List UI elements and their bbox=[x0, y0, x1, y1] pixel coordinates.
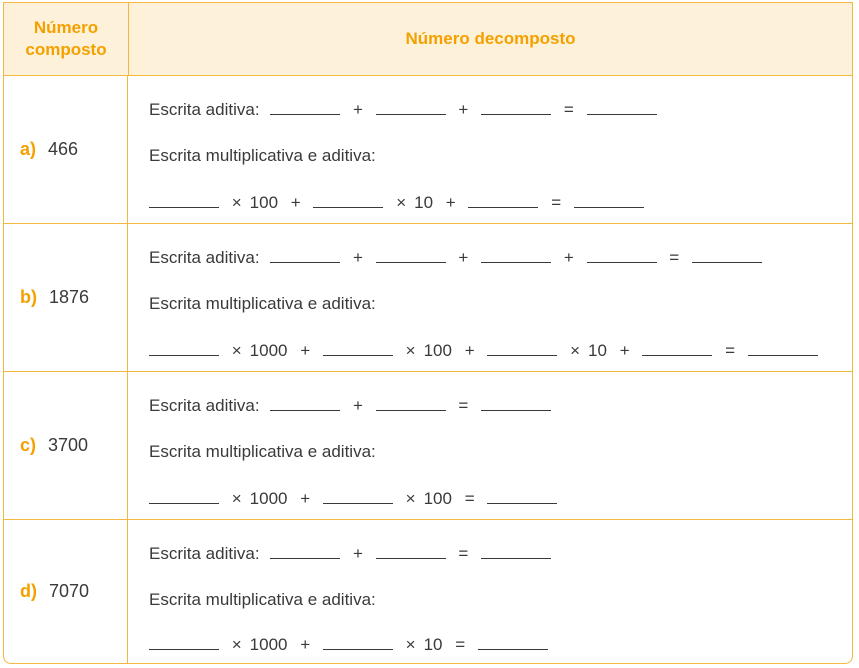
plus-sign: + bbox=[353, 544, 363, 563]
mult-label: Escrita multiplicativa e aditiva: bbox=[149, 442, 376, 461]
aditiva-label: Escrita aditiva: bbox=[149, 544, 260, 563]
answer-blank[interactable] bbox=[481, 544, 551, 559]
answer-blank[interactable] bbox=[642, 341, 712, 356]
times-sign: × bbox=[231, 489, 242, 508]
multiplier: 1000 bbox=[249, 341, 288, 360]
header-left-line1: Número bbox=[33, 18, 99, 37]
answer-blank[interactable] bbox=[574, 193, 644, 208]
answer-blank[interactable] bbox=[376, 100, 446, 115]
header-left-line2: composto bbox=[25, 40, 107, 59]
answer-blank[interactable] bbox=[376, 248, 446, 263]
row-label bbox=[4, 76, 128, 223]
escrita-aditiva-line bbox=[149, 100, 657, 120]
table-row-c bbox=[4, 372, 852, 520]
row-letter: c) bbox=[20, 435, 37, 455]
multiplier: 1000 bbox=[249, 635, 288, 654]
times-sign: × bbox=[396, 193, 407, 212]
answer-blank[interactable] bbox=[149, 635, 219, 650]
equals-sign: = bbox=[464, 489, 475, 508]
mult-label: Escrita multiplicativa e aditiva: bbox=[149, 294, 376, 313]
times-sign: × bbox=[231, 193, 242, 212]
times-sign: × bbox=[570, 341, 581, 360]
header-numero-composto bbox=[4, 3, 129, 75]
plus-sign: + bbox=[458, 248, 469, 267]
escrita-mult-line bbox=[149, 341, 818, 361]
row-number: 3700 bbox=[48, 435, 89, 455]
plus-sign: + bbox=[458, 100, 469, 119]
answer-blank[interactable] bbox=[587, 100, 657, 115]
answer-blank[interactable] bbox=[323, 341, 393, 356]
row-number: 466 bbox=[48, 139, 79, 159]
answer-blank[interactable] bbox=[323, 489, 393, 504]
header-numero-decomposto: Número decomposto bbox=[405, 29, 576, 48]
plus-sign: + bbox=[300, 489, 311, 508]
mult-label: Escrita multiplicativa e aditiva: bbox=[149, 590, 376, 609]
answer-blank[interactable] bbox=[376, 396, 446, 411]
multiplier: 10 bbox=[423, 635, 443, 654]
equals-sign: = bbox=[458, 544, 469, 563]
table-row-d bbox=[4, 520, 852, 663]
answer-blank[interactable] bbox=[748, 341, 818, 356]
equals-sign: = bbox=[551, 193, 562, 212]
multiplier: 100 bbox=[249, 193, 279, 212]
aditiva-label: Escrita aditiva: bbox=[149, 396, 260, 415]
escrita-aditiva-line bbox=[149, 248, 762, 268]
answer-blank[interactable] bbox=[376, 544, 446, 559]
equals-sign: = bbox=[669, 248, 680, 267]
multiplier: 10 bbox=[588, 341, 607, 360]
answer-blank[interactable] bbox=[323, 635, 393, 650]
multiplier: 100 bbox=[423, 489, 452, 508]
escrita-aditiva-line bbox=[149, 396, 551, 416]
answer-blank[interactable] bbox=[270, 100, 340, 115]
escrita-mult-line bbox=[149, 193, 644, 213]
answer-blank[interactable] bbox=[270, 544, 340, 559]
plus-sign: + bbox=[300, 341, 311, 360]
answer-blank[interactable] bbox=[487, 341, 557, 356]
row-label bbox=[4, 224, 128, 371]
plus-sign: + bbox=[563, 248, 574, 267]
row-letter: a) bbox=[20, 139, 37, 159]
answer-blank[interactable] bbox=[481, 100, 551, 115]
escrita-mult-line bbox=[149, 635, 548, 655]
answer-blank[interactable] bbox=[270, 248, 340, 263]
plus-sign: + bbox=[353, 100, 363, 119]
escrita-mult-line bbox=[149, 489, 557, 509]
equals-sign: = bbox=[455, 635, 466, 654]
times-sign: × bbox=[231, 341, 242, 360]
row-number: 1876 bbox=[49, 287, 90, 307]
multiplier: 1000 bbox=[249, 489, 288, 508]
answer-blank[interactable] bbox=[149, 489, 219, 504]
row-number: 7070 bbox=[49, 581, 90, 601]
answer-blank[interactable] bbox=[692, 248, 762, 263]
plus-sign: + bbox=[464, 341, 475, 360]
row-letter: b) bbox=[20, 287, 37, 307]
answer-blank[interactable] bbox=[149, 193, 219, 208]
answer-blank[interactable] bbox=[487, 489, 557, 504]
times-sign: × bbox=[405, 635, 416, 654]
decomposition-table bbox=[3, 2, 853, 664]
equals-sign: = bbox=[725, 341, 736, 360]
answer-blank[interactable] bbox=[313, 193, 383, 208]
plus-sign: + bbox=[290, 193, 301, 212]
times-sign: × bbox=[405, 341, 416, 360]
answer-blank[interactable] bbox=[149, 341, 219, 356]
times-sign: × bbox=[405, 489, 416, 508]
answer-blank[interactable] bbox=[468, 193, 538, 208]
row-label bbox=[4, 520, 128, 663]
row-label bbox=[4, 372, 128, 519]
plus-sign: + bbox=[353, 248, 363, 267]
plus-sign: + bbox=[353, 396, 363, 415]
plus-sign: + bbox=[619, 341, 630, 360]
table-row-b bbox=[4, 224, 852, 372]
answer-blank[interactable] bbox=[478, 635, 548, 650]
answer-blank[interactable] bbox=[481, 248, 551, 263]
escrita-aditiva-line bbox=[149, 544, 551, 564]
aditiva-label: Escrita aditiva: bbox=[149, 248, 260, 267]
answer-blank[interactable] bbox=[587, 248, 657, 263]
table-header bbox=[4, 3, 852, 76]
answer-blank[interactable] bbox=[481, 396, 551, 411]
answer-blank[interactable] bbox=[270, 396, 340, 411]
multiplier: 10 bbox=[414, 193, 434, 212]
mult-label: Escrita multiplicativa e aditiva: bbox=[149, 146, 376, 165]
plus-sign: + bbox=[445, 193, 456, 212]
plus-sign: + bbox=[300, 635, 311, 654]
multiplier: 100 bbox=[423, 341, 452, 360]
equals-sign: = bbox=[563, 100, 574, 119]
equals-sign: = bbox=[458, 396, 469, 415]
row-letter: d) bbox=[20, 581, 37, 601]
times-sign: × bbox=[231, 635, 242, 654]
aditiva-label: Escrita aditiva: bbox=[149, 100, 260, 119]
table-row-a bbox=[4, 76, 852, 224]
